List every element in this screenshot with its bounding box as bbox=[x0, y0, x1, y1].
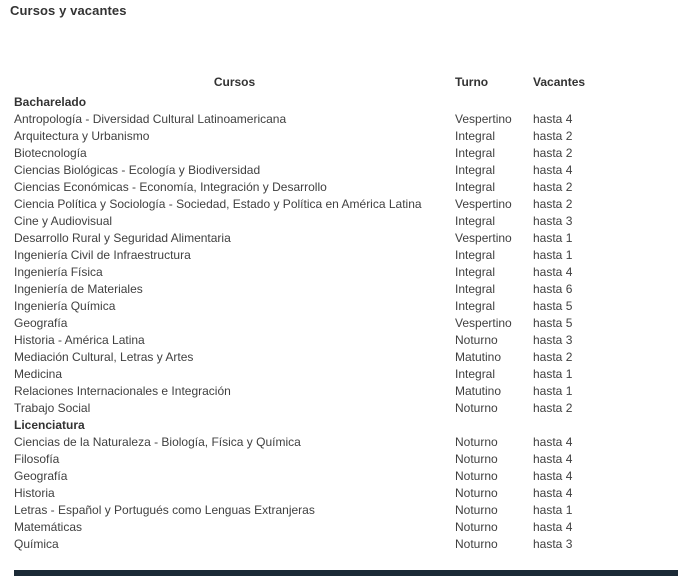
table-row bbox=[14, 383, 678, 400]
vacantes-cell: hasta 2 bbox=[533, 146, 573, 160]
vacantes-cell: hasta 4 bbox=[533, 520, 573, 534]
course-name-cell: Biotecnología bbox=[14, 146, 87, 160]
course-name-cell: Ingeniería de Materiales bbox=[14, 282, 143, 296]
course-name-cell: Ciencias Biológicas - Ecología y Biodiversidad bbox=[14, 163, 261, 177]
table-row bbox=[14, 349, 678, 366]
table-row bbox=[14, 536, 678, 553]
turno-cell: Matutino bbox=[455, 384, 502, 398]
turno-cell: Integral bbox=[455, 299, 496, 313]
course-name-cell: Ciencias Económicas - Economía, Integración y Desarrollo bbox=[14, 180, 327, 194]
table-row bbox=[14, 128, 678, 145]
vacantes-cell: hasta 5 bbox=[533, 316, 573, 330]
table-row bbox=[14, 196, 678, 213]
table-row bbox=[14, 213, 678, 230]
turno-cell: Integral bbox=[455, 367, 496, 381]
table-row bbox=[14, 298, 678, 315]
turno-cell: Integral bbox=[455, 282, 496, 296]
course-name-cell: Geografía bbox=[14, 469, 68, 483]
course-name-cell: Química bbox=[14, 537, 59, 551]
vacantes-cell: hasta 4 bbox=[533, 112, 573, 126]
course-name-cell: Ciencia Política y Sociología - Sociedad, Estado y Política en América Latina bbox=[14, 197, 422, 211]
turno-cell: Vespertino bbox=[455, 316, 512, 330]
turno-cell: Integral bbox=[455, 180, 496, 194]
table-row bbox=[14, 247, 678, 264]
course-name-cell: Medicina bbox=[14, 367, 63, 381]
vacantes-cell: hasta 2 bbox=[533, 180, 573, 194]
vacantes-cell: hasta 2 bbox=[533, 401, 573, 415]
turno-cell: Vespertino bbox=[455, 231, 512, 245]
page-title: Cursos y vacantes bbox=[10, 3, 127, 18]
column-header-turno: Turno bbox=[455, 75, 489, 89]
section-label: Licenciatura bbox=[14, 418, 85, 432]
table-row bbox=[14, 434, 678, 451]
courses-table bbox=[14, 74, 678, 553]
vacantes-cell: hasta 1 bbox=[533, 248, 573, 262]
table-row bbox=[14, 485, 678, 502]
turno-cell: Noturno bbox=[455, 452, 498, 466]
table-row bbox=[14, 179, 678, 196]
table-row bbox=[14, 264, 678, 281]
course-name-cell: Geografía bbox=[14, 316, 68, 330]
turno-cell: Vespertino bbox=[455, 112, 512, 126]
course-name-cell: Ingeniería Civil de Infraestructura bbox=[14, 248, 191, 262]
turno-cell: Noturno bbox=[455, 486, 498, 500]
turno-cell: Matutino bbox=[455, 350, 502, 364]
table-row bbox=[14, 111, 678, 128]
table-row bbox=[14, 332, 678, 349]
vacantes-cell: hasta 1 bbox=[533, 231, 573, 245]
course-name-cell: Antropología - Diversidad Cultural Latinoamericana bbox=[14, 112, 287, 126]
vacantes-cell: hasta 4 bbox=[533, 486, 573, 500]
vacantes-cell: hasta 1 bbox=[533, 367, 573, 381]
turno-cell: Noturno bbox=[455, 435, 498, 449]
table-row bbox=[14, 400, 678, 417]
vacantes-cell: hasta 4 bbox=[533, 469, 573, 483]
vacantes-cell: hasta 5 bbox=[533, 299, 573, 313]
vacantes-cell: hasta 4 bbox=[533, 265, 573, 279]
vacantes-cell: hasta 1 bbox=[533, 384, 573, 398]
turno-cell: Integral bbox=[455, 129, 496, 143]
turno-cell: Noturno bbox=[455, 333, 498, 347]
turno-cell: Noturno bbox=[455, 520, 498, 534]
table-header-row bbox=[14, 74, 678, 94]
course-name-cell: Desarrollo Rural y Seguridad Alimentaria bbox=[14, 231, 231, 245]
course-name-cell: Ingeniería Química bbox=[14, 299, 116, 313]
vacantes-cell: hasta 4 bbox=[533, 163, 573, 177]
course-name-cell: Trabajo Social bbox=[14, 401, 91, 415]
vacantes-cell: hasta 2 bbox=[533, 350, 573, 364]
table-row bbox=[14, 145, 678, 162]
table-row bbox=[14, 451, 678, 468]
turno-cell: Noturno bbox=[455, 401, 498, 415]
course-name-cell: Historia bbox=[14, 486, 55, 500]
column-header-vacantes: Vacantes bbox=[533, 75, 586, 89]
course-name-cell: Matemáticas bbox=[14, 520, 83, 534]
table-row bbox=[14, 230, 678, 247]
column-header-cursos: Cursos bbox=[213, 75, 256, 89]
turno-cell: Integral bbox=[455, 214, 496, 228]
vacantes-cell: hasta 2 bbox=[533, 129, 573, 143]
table-row bbox=[14, 519, 678, 536]
turno-cell: Noturno bbox=[455, 537, 498, 551]
table-row bbox=[14, 281, 678, 298]
course-name-cell: Arquitectura y Urbanismo bbox=[14, 129, 150, 143]
vacantes-cell: hasta 4 bbox=[533, 452, 573, 466]
vacantes-cell: hasta 3 bbox=[533, 214, 573, 228]
course-name-cell: Cine y Audiovisual bbox=[14, 214, 113, 228]
vacantes-cell: hasta 4 bbox=[533, 435, 573, 449]
vacantes-cell: hasta 3 bbox=[533, 537, 573, 551]
course-name-cell: Ingeniería Física bbox=[14, 265, 103, 279]
vacantes-cell: hasta 6 bbox=[533, 282, 573, 296]
turno-cell: Integral bbox=[455, 248, 496, 262]
vacantes-cell: hasta 1 bbox=[533, 503, 573, 517]
turno-cell: Integral bbox=[455, 163, 496, 177]
course-name-cell: Relaciones Internacionales e Integración bbox=[14, 384, 231, 398]
section-label: Bacharelado bbox=[14, 95, 87, 109]
turno-cell: Noturno bbox=[455, 469, 498, 483]
course-name-cell: Mediación Cultural, Letras y Artes bbox=[14, 350, 194, 364]
table-row bbox=[14, 162, 678, 179]
turno-cell: Integral bbox=[455, 265, 496, 279]
section-header-row bbox=[14, 94, 678, 111]
turno-cell: Noturno bbox=[455, 503, 498, 517]
course-name-cell: Letras - Español y Portugués como Lenguas Extranjeras bbox=[14, 503, 315, 517]
table-row bbox=[14, 468, 678, 485]
vacantes-cell: hasta 2 bbox=[533, 197, 573, 211]
turno-cell: Integral bbox=[455, 146, 496, 160]
course-name-cell: Historia - América Latina bbox=[14, 333, 145, 347]
course-name-cell: Filosofía bbox=[14, 452, 60, 466]
turno-cell: Vespertino bbox=[455, 197, 512, 211]
table-row bbox=[14, 366, 678, 383]
section-header-row bbox=[14, 417, 678, 434]
vacantes-cell: hasta 3 bbox=[533, 333, 573, 347]
footer-divider-bar bbox=[14, 570, 678, 576]
table-row bbox=[14, 315, 678, 332]
table-row bbox=[14, 502, 678, 519]
course-name-cell: Ciencias de la Naturaleza - Biología, Física y Química bbox=[14, 435, 301, 449]
